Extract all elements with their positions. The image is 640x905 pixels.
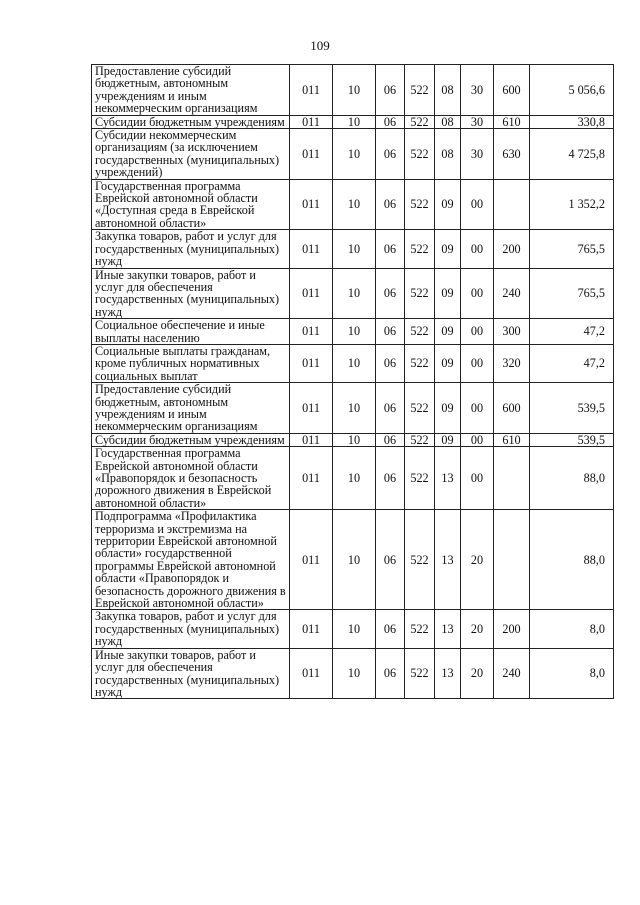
row-section-code: 10 <box>333 129 376 180</box>
row-target-code-part3: 00 <box>461 268 494 319</box>
row-target-code-part2: 09 <box>435 383 461 434</box>
table-row <box>92 230 614 268</box>
row-target-code-part1: 522 <box>405 510 435 610</box>
row-target-code-part1: 522 <box>405 433 435 446</box>
row-expense-type-code <box>494 447 530 510</box>
row-section-code: 10 <box>333 319 376 345</box>
row-expense-type-code: 240 <box>494 648 530 699</box>
row-name: Субсидии некоммерческим организациям (за исключением государственных (муниципальных) учреждений) <box>92 129 290 180</box>
table-row <box>92 344 614 382</box>
row-expense-type-code: 600 <box>494 383 530 434</box>
row-amount: 765,5 <box>530 230 614 268</box>
row-subsection-code: 06 <box>376 129 405 180</box>
budget-table <box>91 64 614 699</box>
row-admin-code: 011 <box>290 129 333 180</box>
row-admin-code: 011 <box>290 319 333 345</box>
row-target-code-part2: 09 <box>435 268 461 319</box>
row-target-code-part2: 09 <box>435 230 461 268</box>
row-admin-code: 011 <box>290 115 333 128</box>
row-name: Социальные выплаты гражданам, кроме публичных нормативных социальных выплат <box>92 344 290 382</box>
row-target-code-part1: 522 <box>405 447 435 510</box>
row-expense-type-code: 600 <box>494 65 530 116</box>
row-name: Субсидии бюджетным учреждениям <box>92 115 290 128</box>
row-target-code-part2: 08 <box>435 65 461 116</box>
row-subsection-code: 06 <box>376 179 405 230</box>
row-name: Закупка товаров, работ и услуг для государственных (муниципальных) нужд <box>92 610 290 648</box>
row-admin-code: 011 <box>290 648 333 699</box>
row-target-code-part2: 13 <box>435 447 461 510</box>
row-amount: 539,5 <box>530 433 614 446</box>
row-section-code: 10 <box>333 230 376 268</box>
row-target-code-part1: 522 <box>405 610 435 648</box>
row-target-code-part3: 30 <box>461 115 494 128</box>
table-row <box>92 648 614 699</box>
row-section-code: 10 <box>333 268 376 319</box>
row-expense-type-code: 300 <box>494 319 530 345</box>
row-expense-type-code <box>494 510 530 610</box>
row-target-code-part3: 20 <box>461 648 494 699</box>
row-expense-type-code <box>494 179 530 230</box>
row-amount: 47,2 <box>530 319 614 345</box>
row-expense-type-code: 610 <box>494 433 530 446</box>
row-name: Иные закупки товаров, работ и услуг для обеспечения государственных (муниципальных) нужд <box>92 648 290 699</box>
row-target-code-part3: 00 <box>461 319 494 345</box>
row-name: Подпрограмма «Профилактика терроризма и экстремизма на территории Еврейской автономной области» государственной программы Еврейской автономной области «Правопорядок и безопасность дорожного движения в Еврейской автономной области» <box>92 510 290 610</box>
row-admin-code: 011 <box>290 383 333 434</box>
row-target-code-part1: 522 <box>405 129 435 180</box>
row-subsection-code: 06 <box>376 433 405 446</box>
row-expense-type-code: 630 <box>494 129 530 180</box>
row-name: Иные закупки товаров, работ и услуг для обеспечения государственных (муниципальных) нужд <box>92 268 290 319</box>
row-admin-code: 011 <box>290 447 333 510</box>
row-target-code-part3: 00 <box>461 383 494 434</box>
row-target-code-part3: 00 <box>461 230 494 268</box>
row-expense-type-code: 200 <box>494 610 530 648</box>
row-target-code-part1: 522 <box>405 179 435 230</box>
row-amount: 765,5 <box>530 268 614 319</box>
row-amount: 539,5 <box>530 383 614 434</box>
row-target-code-part1: 522 <box>405 65 435 116</box>
row-section-code: 10 <box>333 115 376 128</box>
row-target-code-part3: 00 <box>461 179 494 230</box>
row-section-code: 10 <box>333 447 376 510</box>
row-amount: 88,0 <box>530 510 614 610</box>
row-target-code-part3: 00 <box>461 447 494 510</box>
row-target-code-part3: 30 <box>461 129 494 180</box>
row-target-code-part1: 522 <box>405 648 435 699</box>
row-name: Субсидии бюджетным учреждениям <box>92 433 290 446</box>
row-amount: 330,8 <box>530 115 614 128</box>
row-section-code: 10 <box>333 610 376 648</box>
row-target-code-part2: 08 <box>435 129 461 180</box>
table-row <box>92 510 614 610</box>
row-section-code: 10 <box>333 510 376 610</box>
row-subsection-code: 06 <box>376 648 405 699</box>
row-admin-code: 011 <box>290 230 333 268</box>
row-target-code-part2: 09 <box>435 344 461 382</box>
row-expense-type-code: 240 <box>494 268 530 319</box>
row-amount: 1 352,2 <box>530 179 614 230</box>
page-number: 109 <box>310 38 330 53</box>
row-expense-type-code: 610 <box>494 115 530 128</box>
table-row <box>92 179 614 230</box>
row-subsection-code: 06 <box>376 115 405 128</box>
row-target-code-part3: 30 <box>461 65 494 116</box>
row-admin-code: 011 <box>290 65 333 116</box>
row-subsection-code: 06 <box>376 510 405 610</box>
row-subsection-code: 06 <box>376 447 405 510</box>
table-row <box>92 433 614 446</box>
row-target-code-part1: 522 <box>405 319 435 345</box>
row-target-code-part3: 20 <box>461 610 494 648</box>
row-target-code-part2: 09 <box>435 319 461 345</box>
row-section-code: 10 <box>333 179 376 230</box>
table-row <box>92 319 614 345</box>
row-admin-code: 011 <box>290 344 333 382</box>
row-subsection-code: 06 <box>376 383 405 434</box>
row-section-code: 10 <box>333 433 376 446</box>
row-target-code-part2: 13 <box>435 648 461 699</box>
row-target-code-part2: 13 <box>435 610 461 648</box>
row-section-code: 10 <box>333 344 376 382</box>
row-target-code-part3: 00 <box>461 433 494 446</box>
row-name: Социальное обеспечение и иные выплаты населению <box>92 319 290 345</box>
row-subsection-code: 06 <box>376 65 405 116</box>
row-section-code: 10 <box>333 65 376 116</box>
row-target-code-part2: 08 <box>435 115 461 128</box>
table-row <box>92 129 614 180</box>
row-admin-code: 011 <box>290 433 333 446</box>
table-row <box>92 115 614 128</box>
row-subsection-code: 06 <box>376 344 405 382</box>
row-admin-code: 011 <box>290 510 333 610</box>
row-name: Предоставление субсидий бюджетным, автономным учреждениям и иным некоммерческим организациям <box>92 65 290 116</box>
row-expense-type-code: 320 <box>494 344 530 382</box>
row-subsection-code: 06 <box>376 230 405 268</box>
row-expense-type-code: 200 <box>494 230 530 268</box>
table-row <box>92 383 614 434</box>
row-amount: 4 725,8 <box>530 129 614 180</box>
table-row <box>92 447 614 510</box>
row-admin-code: 011 <box>290 179 333 230</box>
row-admin-code: 011 <box>290 610 333 648</box>
row-name: Закупка товаров, работ и услуг для государственных (муниципальных) нужд <box>92 230 290 268</box>
row-amount: 8,0 <box>530 648 614 699</box>
row-section-code: 10 <box>333 383 376 434</box>
row-target-code-part2: 09 <box>435 433 461 446</box>
row-target-code-part1: 522 <box>405 268 435 319</box>
row-subsection-code: 06 <box>376 610 405 648</box>
row-target-code-part1: 522 <box>405 344 435 382</box>
row-subsection-code: 06 <box>376 268 405 319</box>
row-subsection-code: 06 <box>376 319 405 345</box>
row-amount: 88,0 <box>530 447 614 510</box>
row-target-code-part1: 522 <box>405 115 435 128</box>
row-amount: 47,2 <box>530 344 614 382</box>
row-name: Государственная программа Еврейской автономной области «Правопорядок и безопасность дорожного движения в Еврейской автономной области» <box>92 447 290 510</box>
row-amount: 5 056,6 <box>530 65 614 116</box>
table-row <box>92 268 614 319</box>
row-target-code-part3: 00 <box>461 344 494 382</box>
row-target-code-part2: 13 <box>435 510 461 610</box>
row-target-code-part3: 20 <box>461 510 494 610</box>
table-row <box>92 65 614 116</box>
row-target-code-part1: 522 <box>405 383 435 434</box>
row-name: Предоставление субсидий бюджетным, автономным учреждениям и иным некоммерческим организациям <box>92 383 290 434</box>
table-row <box>92 610 614 648</box>
row-amount: 8,0 <box>530 610 614 648</box>
row-admin-code: 011 <box>290 268 333 319</box>
row-name: Государственная программа Еврейской автономной области «Доступная среда в Еврейской автономной области» <box>92 179 290 230</box>
row-target-code-part1: 522 <box>405 230 435 268</box>
row-target-code-part2: 09 <box>435 179 461 230</box>
row-section-code: 10 <box>333 648 376 699</box>
